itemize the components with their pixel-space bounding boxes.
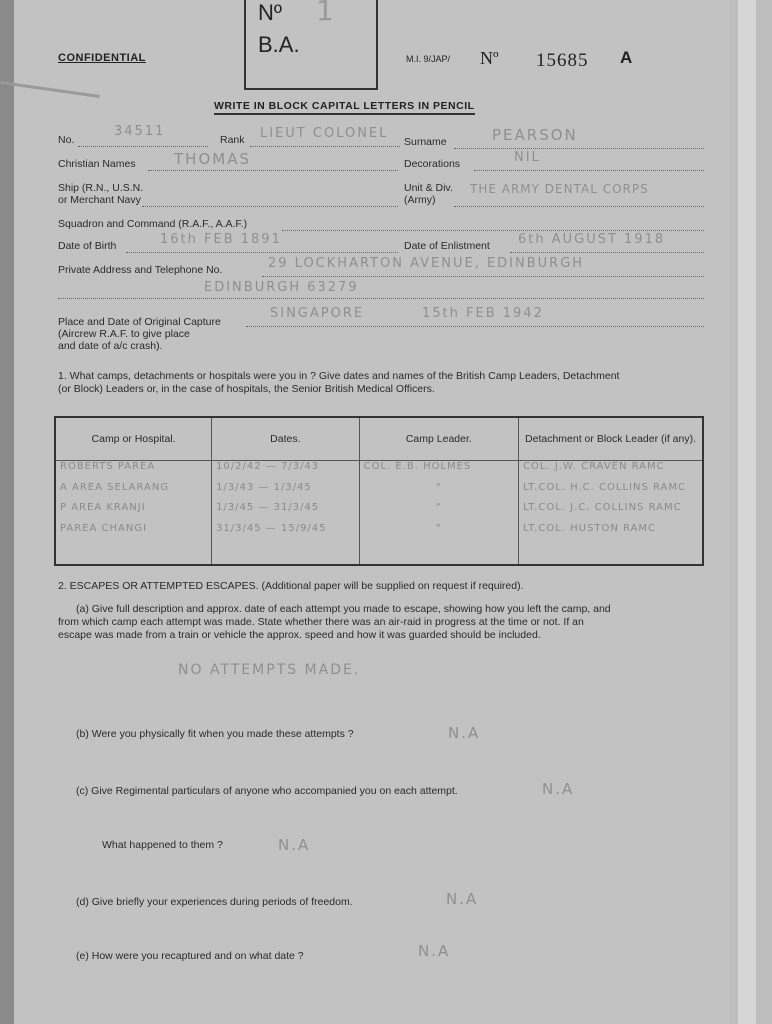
table-cell: LT.COL. J.C. COLLINS RAMC <box>519 502 703 523</box>
decorations-label: Decorations <box>404 158 461 170</box>
q1-text-line1: 1. What camps, detachments or hospitals were you in ? Give dates and names of the British Camp Leaders, Detachment <box>58 370 620 382</box>
christian-names-value: THOMAS <box>174 150 251 168</box>
page-stack-edge <box>728 0 772 1024</box>
table-cell: " <box>359 482 518 503</box>
decorations-value: NIL <box>514 150 541 165</box>
q2-happened-text: What happened to them ? <box>102 839 223 851</box>
capture-place: SINGAPORE <box>270 306 365 321</box>
q2-happened-answer: N.A <box>278 836 311 854</box>
q2b-answer: N.A <box>448 724 481 742</box>
christian-names-label: Christian Names <box>58 158 136 170</box>
document-page <box>14 0 730 1024</box>
q2d-answer: N.A <box>446 890 479 908</box>
enlistment-value: 6th AUGUST 1918 <box>518 232 666 247</box>
q2e-answer: N.A <box>418 942 451 960</box>
capture-label-line3: and date of a/c crash). <box>58 340 163 352</box>
q2a-text-line2: from which camp each attempt was made. State whether there was an air-raid in progress at the time or not. If an <box>58 616 584 628</box>
unit-value: THE ARMY DENTAL CORPS <box>470 182 649 196</box>
squadron-label: Squadron and Command (R.A.F., A.A.F.) <box>58 218 248 230</box>
binding-string <box>0 81 99 98</box>
table-row <box>55 461 703 482</box>
serial-number: 15685 <box>536 50 589 71</box>
table-cell: LT.COL. H.C. COLLINS RAMC <box>519 482 703 503</box>
table-cell: COL. J.W. CRAVEN RAMC <box>519 461 703 482</box>
capture-label-line2: (Aircrew R.A.F. to give place <box>58 328 190 340</box>
table-cell: ROBERTS PAREA <box>55 461 212 482</box>
q2a-answer: NO ATTEMPTS MADE. <box>178 662 361 678</box>
q2a-text-line3: escape was made from a train or vehicle the approx. speed and how it was guarded should be included. <box>58 629 541 641</box>
no-label: No. <box>58 134 75 146</box>
surname-label: Surname <box>404 136 447 148</box>
q2d-text: (d) Give briefly your experiences during periods of freedom. <box>76 896 353 908</box>
capture-label-line1: Place and Date of Original Capture <box>58 316 221 328</box>
table-cell: " <box>359 523 518 544</box>
table-row <box>55 482 703 503</box>
mi-reference: M.I. 9/JAP/ <box>406 54 451 64</box>
camps-table-header <box>55 417 703 461</box>
table-cell: " <box>359 502 518 523</box>
table-cell: PAREA CHANGI <box>55 523 212 544</box>
camps-table <box>54 416 704 566</box>
table-cell: A AREA SELARANG <box>55 482 212 503</box>
serial-no-label: Nº <box>480 48 499 68</box>
col-detachment-leader: Detachment or Block Leader (if any). <box>519 417 703 461</box>
q2b-text: (b) Were you physically fit when you made these attempts ? <box>76 728 354 740</box>
block-stamp-box <box>244 0 378 90</box>
ship-label-line1: Ship (R.N., U.S.N. <box>58 182 144 194</box>
instruction-heading: WRITE IN BLOCK CAPITAL LETTERS IN PENCIL <box>214 100 475 115</box>
col-camp-leader: Camp Leader. <box>359 417 518 461</box>
enlistment-label: Date of Enlistment <box>404 240 490 252</box>
address-label: Private Address and Telephone No. <box>58 264 223 276</box>
block-handwritten-number: 1 <box>316 0 336 27</box>
q2c-answer: N.A <box>542 780 575 798</box>
dob-label: Date of Birth <box>58 240 117 252</box>
capture-date: 15th FEB 1942 <box>422 306 544 321</box>
rank-label: Rank <box>220 134 245 146</box>
q2-heading: 2. ESCAPES OR ATTEMPTED ESCAPES. (Additional paper will be supplied on request if required). <box>58 580 524 592</box>
rank-value: LIEUT COLONEL <box>260 126 389 141</box>
table-cell: 1/3/45 — 31/3/45 <box>212 502 360 523</box>
address-value-line1: 29 LOCKHARTON AVENUE, EDINBURGH <box>268 256 585 271</box>
q1-text-line2: (or Block) Leaders or, in the case of hospitals, the Senior British Medical Officers. <box>58 383 435 395</box>
surname-value: PEARSON <box>492 126 578 144</box>
no-value: 34511 <box>114 124 166 139</box>
col-camp-hospital: Camp or Hospital. <box>55 417 212 461</box>
q2c-text: (c) Give Regimental particulars of anyone who accompanied you on each attempt. <box>76 785 458 797</box>
ship-label-line2: or Merchant Navy <box>58 194 141 206</box>
dob-value: 16th FEB 1891 <box>160 232 282 247</box>
table-cell: 10/2/42 — 7/3/43 <box>212 461 360 482</box>
table-cell: LT.COL. HUSTON RAMC <box>519 523 703 544</box>
table-cell: P AREA KRANJI <box>55 502 212 523</box>
table-cell: 31/3/45 — 15/9/45 <box>212 523 360 544</box>
unit-label-line2: (Army) <box>404 194 436 206</box>
unit-label-line1: Unit & Div. <box>404 182 453 194</box>
table-row <box>55 502 703 523</box>
block-no: Nº <box>258 0 282 25</box>
address-value-line2: EDINBURGH 63279 <box>204 280 359 295</box>
col-dates: Dates. <box>212 417 360 461</box>
table-cell: 1/3/43 — 1/3/45 <box>212 482 360 503</box>
confidential-label: CONFIDENTIAL <box>58 52 146 64</box>
q2a-text-line1: (a) Give full description and approx. date of each attempt you made to escape, showing how you left the camp, and <box>76 603 611 615</box>
block-ba: B.A. <box>258 32 300 57</box>
serial-suffix: A <box>620 48 633 67</box>
q2e-text: (e) How were you recaptured and on what date ? <box>76 950 304 962</box>
table-cell: COL. E.B. HOLMES <box>359 461 518 482</box>
table-row <box>55 523 703 544</box>
